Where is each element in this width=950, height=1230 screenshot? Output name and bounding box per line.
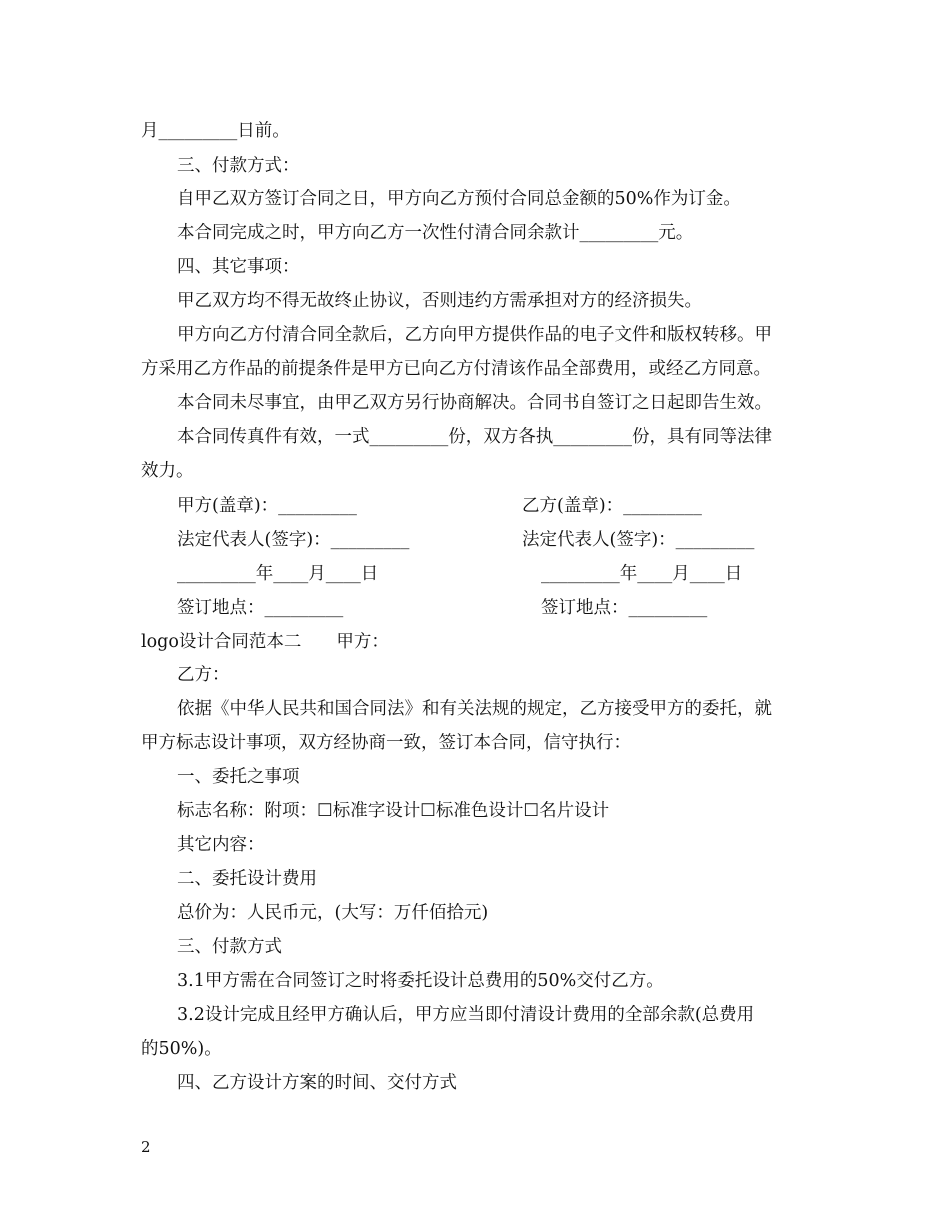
paragraph: 甲方向乙方付清合同全款后，乙方向甲方提供作品的电子文件和版权转移。甲 [177, 325, 772, 345]
paragraph-continuation: 的50%)。 [141, 1039, 222, 1059]
party-a-place: 签订地点：_________ [177, 598, 344, 618]
total-price-line: 总价为：人民币元，(大写：万仟佰拾元) [177, 903, 489, 923]
section-heading: 四、其它事项： [177, 257, 300, 277]
contract-title: logo设计合同范本二 甲方： [141, 632, 389, 652]
party-b-seal: 乙方(盖章)：_________ [522, 496, 702, 516]
clause-3-2: 3.2设计完成且经甲方确认后，甲方应当即付清设计费用的全部余款(总费用 [177, 1005, 755, 1025]
paragraph-continuation: 效力。 [141, 461, 194, 481]
other-content-line: 其它内容： [177, 835, 265, 855]
party-a-seal: 甲方(盖章)：_________ [177, 496, 357, 516]
paragraph-continuation: 甲方标志设计事项，双方经协商一致，签订本合同，信守执行： [141, 733, 631, 753]
paragraph-continuation: 方采用乙方作品的前提条件是甲方已向乙方付清该作品全部费用，或经乙方同意。 [141, 359, 771, 379]
section-heading: 二、委托设计费用 [177, 869, 317, 889]
party-a-date: _________年____月____日 [177, 564, 379, 584]
logo-name-line: 标志名称：附项：☐标准字设计☐标准色设计☐名片设计 [177, 801, 610, 821]
party-a-representative: 法定代表人(签字)：_________ [177, 530, 410, 550]
deadline-line: 月_________日前。 [141, 121, 290, 141]
paragraph: 本合同传真件有效，一式_________份，双方各执_________份，具有同等法律 [177, 427, 772, 447]
paragraph: 甲乙双方均不得无故终止协议，否则违约方需承担对方的经济损失。 [177, 291, 702, 311]
party-b-representative: 法定代表人(签字)：_________ [522, 530, 755, 550]
paragraph: 依据《中华人民共和国合同法》和有关法规的规定，乙方接受甲方的委托，就 [177, 699, 772, 719]
paragraph: 自甲乙双方签订合同之日，甲方向乙方预付合同总金额的50%作为订金。 [177, 189, 741, 209]
section-heading: 三、付款方式 [177, 937, 282, 957]
section-heading: 三、付款方式： [177, 156, 300, 176]
party-b-label: 乙方： [177, 665, 230, 685]
page-number: 2 [141, 1138, 151, 1156]
party-b-date: _________年____月____日 [541, 564, 743, 584]
party-b-place: 签订地点：_________ [541, 598, 708, 618]
paragraph: 本合同完成之时，甲方向乙方一次性付清合同余款计_________元。 [177, 223, 694, 243]
paragraph: 本合同未尽事宜，由甲乙双方另行协商解决。合同书自签订之日起即告生效。 [177, 393, 772, 413]
section-heading: 一、委托之事项 [177, 767, 300, 787]
section-heading: 四、乙方设计方案的时间、交付方式 [177, 1073, 457, 1093]
clause-3-1: 3.1甲方需在合同签订之时将委托设计总费用的50%交付乙方。 [177, 971, 664, 991]
